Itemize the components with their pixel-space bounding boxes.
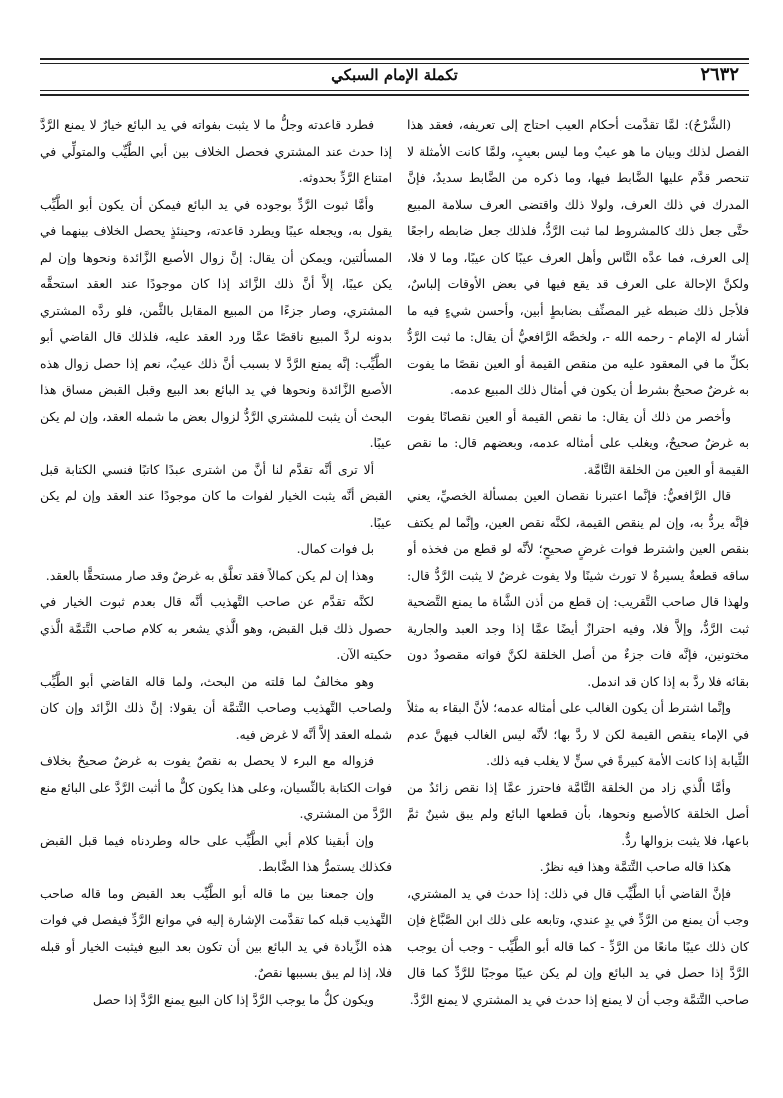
paragraph: فإنَّ القاضي أبا الطَّيِّب قال في ذلك: إذا حدث في يد المشتري، وجب أن يمنع من الرَّدِّ في يدٍ عندي، وتابعه على ذلك ابن الصَّبَّاغ فإن كان ذلك عيبًا مانعًا من الرَّدِّ - كما قاله أبو الطَّيِّب - وجب أن يوجب الرَّدَّ إذا حصل في يد البائع وإن لم يكن عيبًا موجبًا للرَّدِّ كما قال صاحب التَّتمَّة وجب أن لا يمنع إذا حدث في يد المشتري لا يمنع الرَّدَّ.: [407, 886, 749, 1007]
paragraph: لكنَّه تقدَّم عن صاحب التَّهذيب أنَّه قال بعدم ثبوت الخيار في حصول ذلك قبل القبض، وهو الَّذي يشعر به كلام صاحب التَّتمَّة الَّذي حكيته الآن.: [40, 595, 392, 662]
running-header: [40, 58, 749, 96]
paragraph: وأخصر من ذلك أن يقال: ما نقص القيمة أو العين نقصانًا يفوت به غرضٌ صحيحٌ، ويغلب على أمثاله عدمه، وبعضهم قال: ما نقص القيمة أو العين من الخلقة التَّامَّة.: [407, 409, 749, 477]
page-number: ٢٦٣٢: [700, 64, 739, 85]
paragraph: هكذا قاله صاحب التَّتمَّة وهذا فيه نظرٌ.: [539, 860, 731, 874]
paragraph: وهو مخالفٌ لما قلته من البحث، ولما قاله القاضي أبو الطَّيِّب ولصاحب التَّهذيب وصاحب التَّتمَّة أن يقولا: إنَّ ذلك الزَّائد وإن كان شمله العقد إلاَّ أنَّه لا غرض فيه.: [40, 674, 392, 742]
paragraph: وهذا إن لم يكن كمالاً فقد تعلَّق به غرضٌ وقد صار مستحقًّا بالعقد.: [45, 568, 374, 583]
paragraph: وأمَّا الَّذي زاد من الخلقة التَّامَّة فاحترز عمَّا إذا نقص زائدٌ من أصل الخلقة كالأصبع ونحوها، بأن قطعها البائع ولم يبق شينٌ ثمَّ باعها، فلا يثبت بزوالها ردٌّ.: [407, 780, 749, 848]
paragraph: وإن أبقينا كلام أبي الطَّيِّب على حاله وطردناه فيما قبل القبض فكذلك يستمرُّ هذا الضَّابط.: [40, 833, 392, 874]
paragraph: وإنَّما اشترط أن يكون الغالب على أمثاله عدمه؛ لأنَّ البقاء به مثلاً في الإماء ينقص القيمة لكن لا ردَّ بها؛ لأنَّه ليس الغالب فيهنَّ عدم الثِّيابة إذا كانت الأمة كبيرةً في سنٍّ لا يغلب فيه ذلك.: [407, 701, 749, 768]
paragraph: ويكون كلُّ ما يوجب الرَّدَّ إذا كان البيع يمنع الرَّدَّ إذا حصل: [92, 992, 374, 1007]
paragraph: ألا ترى أنَّه تقدَّم لنا أنَّ من اشترى عبدًا كاتبًا فنسي الكتابة قبل القبض أنَّه يثبت الخيار لفوات ما كان موجودًا عند العقد وإن لم يكن عيبًا.: [40, 462, 392, 530]
paragraph: فطرد قاعدته وجلُّ ما لا يثبت بفواته في يد البائع خيارٌ لا يمنع الرَّدَّ إذا حدث عند المشتري فحصل الخلاف بين أبي الطَّيِّب والمتولِّي في امتناع الرَّدِّ بحدوثه.: [40, 118, 392, 185]
paragraph: (الشَّرْحُ): لمَّا تقدَّمت أحكام العيب احتاج إلى تعريفه، فعقد هذا الفصل لذلك وبيان ما هو عيبٌ وما ليس بعيبٍ، ولمَّا كانت الأمثلة لا تنحصر قدَّم عليها الضَّابط فيها، وما ذكره من الضَّابط سديدٌ، فإنَّ المدرك في ذلك العرف، ولولا ذلك واقتضى العرف سلامة المبيع حتَّى جعل ذلك كالمشروط لما ثبت الرَّدُّ، فلذلك جعل ضابطه راجعًا إلى العرف، فما عدَّه النَّاس وأهل العرف عيبًا كان عيبًا، وما لا فلا، ولكنَّ الإحالة على العرف قد يقع فيها في بعض الأوقات إلباسٌ، فلأجل ذلك ضبطه غير المصنِّف بضابطٍ أبين، وأحسن شيءٍ فيه ما أشار له الإمام - رحمه الله -، ولخصَّه الرَّافعيُّ أن يقال: ما ثبت الرَّدُّ بكلِّ ما في المعقود عليه من منقص القيمة أو العين نقصًا ما يفوت به غرضٌ صحيحٌ بشرط أن يكون في أمثال ذلك المبيع عدمه.: [407, 118, 749, 397]
paragraph: وإن جمعنا بين ما قاله أبو الطَّيِّب بعد القبض وما قاله صاحب التَّهذيب قبله كما تقدَّمت الإشارة إليه في موانع الرَّدِّ فيفصل في فوات هذه الزِّيادة في يد البائع بين أن تكون بعد البيع فيثبت الخيار أو قبله فلا، إذا لم يبق بسببها نقصٌ.: [40, 886, 392, 980]
paragraph: وأمَّا ثبوت الرَّدِّ بوجوده في يد البائع فيمكن أن يكون أبو الطَّيِّب يقول به، ويجعله عيبًا ويطرد قاعدته، وحينئذٍ يحصل الخلاف بينهما في المسألتين، ويمكن أن يقال: إنَّ زوال الأصبع الزَّائدة ونحوها وإن لم يكن عيبًا، إلاَّ أنَّ ذلك الزَّائد إذا كان موجودًا عند العقد استحقَّه المشتري، وصار جزءًا من المبيع المقابل بالثَّمن، فلو ردَّه المشتري بدونه لردَّ المبيع ناقصًا عمَّا ورد العقد عليه، فلذلك قال القاضي أبو الطَّيِّب: إنَّه يمنع الرَّدَّ لا بسبب أنَّ ذلك عيبٌ، نعم إذا حصل زوال هذه الأصبع الزَّائدة ونحوها في يد البائع بعد البيع وقبل القبض مساق هذا البحث أن يثبت للمشتري الرَّدُّ لزوال بعض ما شمله العقد، وإن لم يكن عيبًا.: [40, 197, 392, 450]
running-title: تكملة الإمام السبكي: [331, 66, 458, 84]
left-column: [40, 112, 392, 1090]
right-column: [407, 112, 749, 1090]
paragraph: فزواله مع البرء لا يحصل به نقصٌ يفوت به غرضٌ صحيحٌ بخلاف فوات الكتابة بالنِّسيان، وعلى هذا يكون كلٌّ ما أثبت الرَّدَّ على البائع منع الرَّدَّ من المشتري.: [40, 754, 392, 821]
paragraph: قال الرَّافعيُّ: فإنَّما اعتبرنا نقصان العين بمسألة الخصيِّ، يعني فإنَّه يردُّ به، وإن لم ينقص القيمة، لكنَّه نقص العين، وإنَّما لم يكتف بنقص العين واشترط فوات غرضٍ صحيحٍ؛ لأنَّه لو قطع من فخذه أو ساقه قطعةٌ يسيرةٌ لا تورث شينًا ولا يفوت غرضٌ لا يثبت الرَّدُّ قال: ولهذا قال صاحب التَّقريب: إن قطع من أذن الشَّاة ما يمنع التَّضحية ثبت الرَّدُّ، وإلاَّ فلا، وفيه احترازٌ أيضًا عمَّا إذا وجد العبد والجارية مختونين، فإنَّه فات جزءٌ من أصل الخلقة لكنَّ فواته مقصودٌ دون بقائه فلا ردَّ به إذا كان قد اندمل.: [407, 489, 749, 689]
paragraph: بل فوات كمال.: [296, 542, 374, 556]
